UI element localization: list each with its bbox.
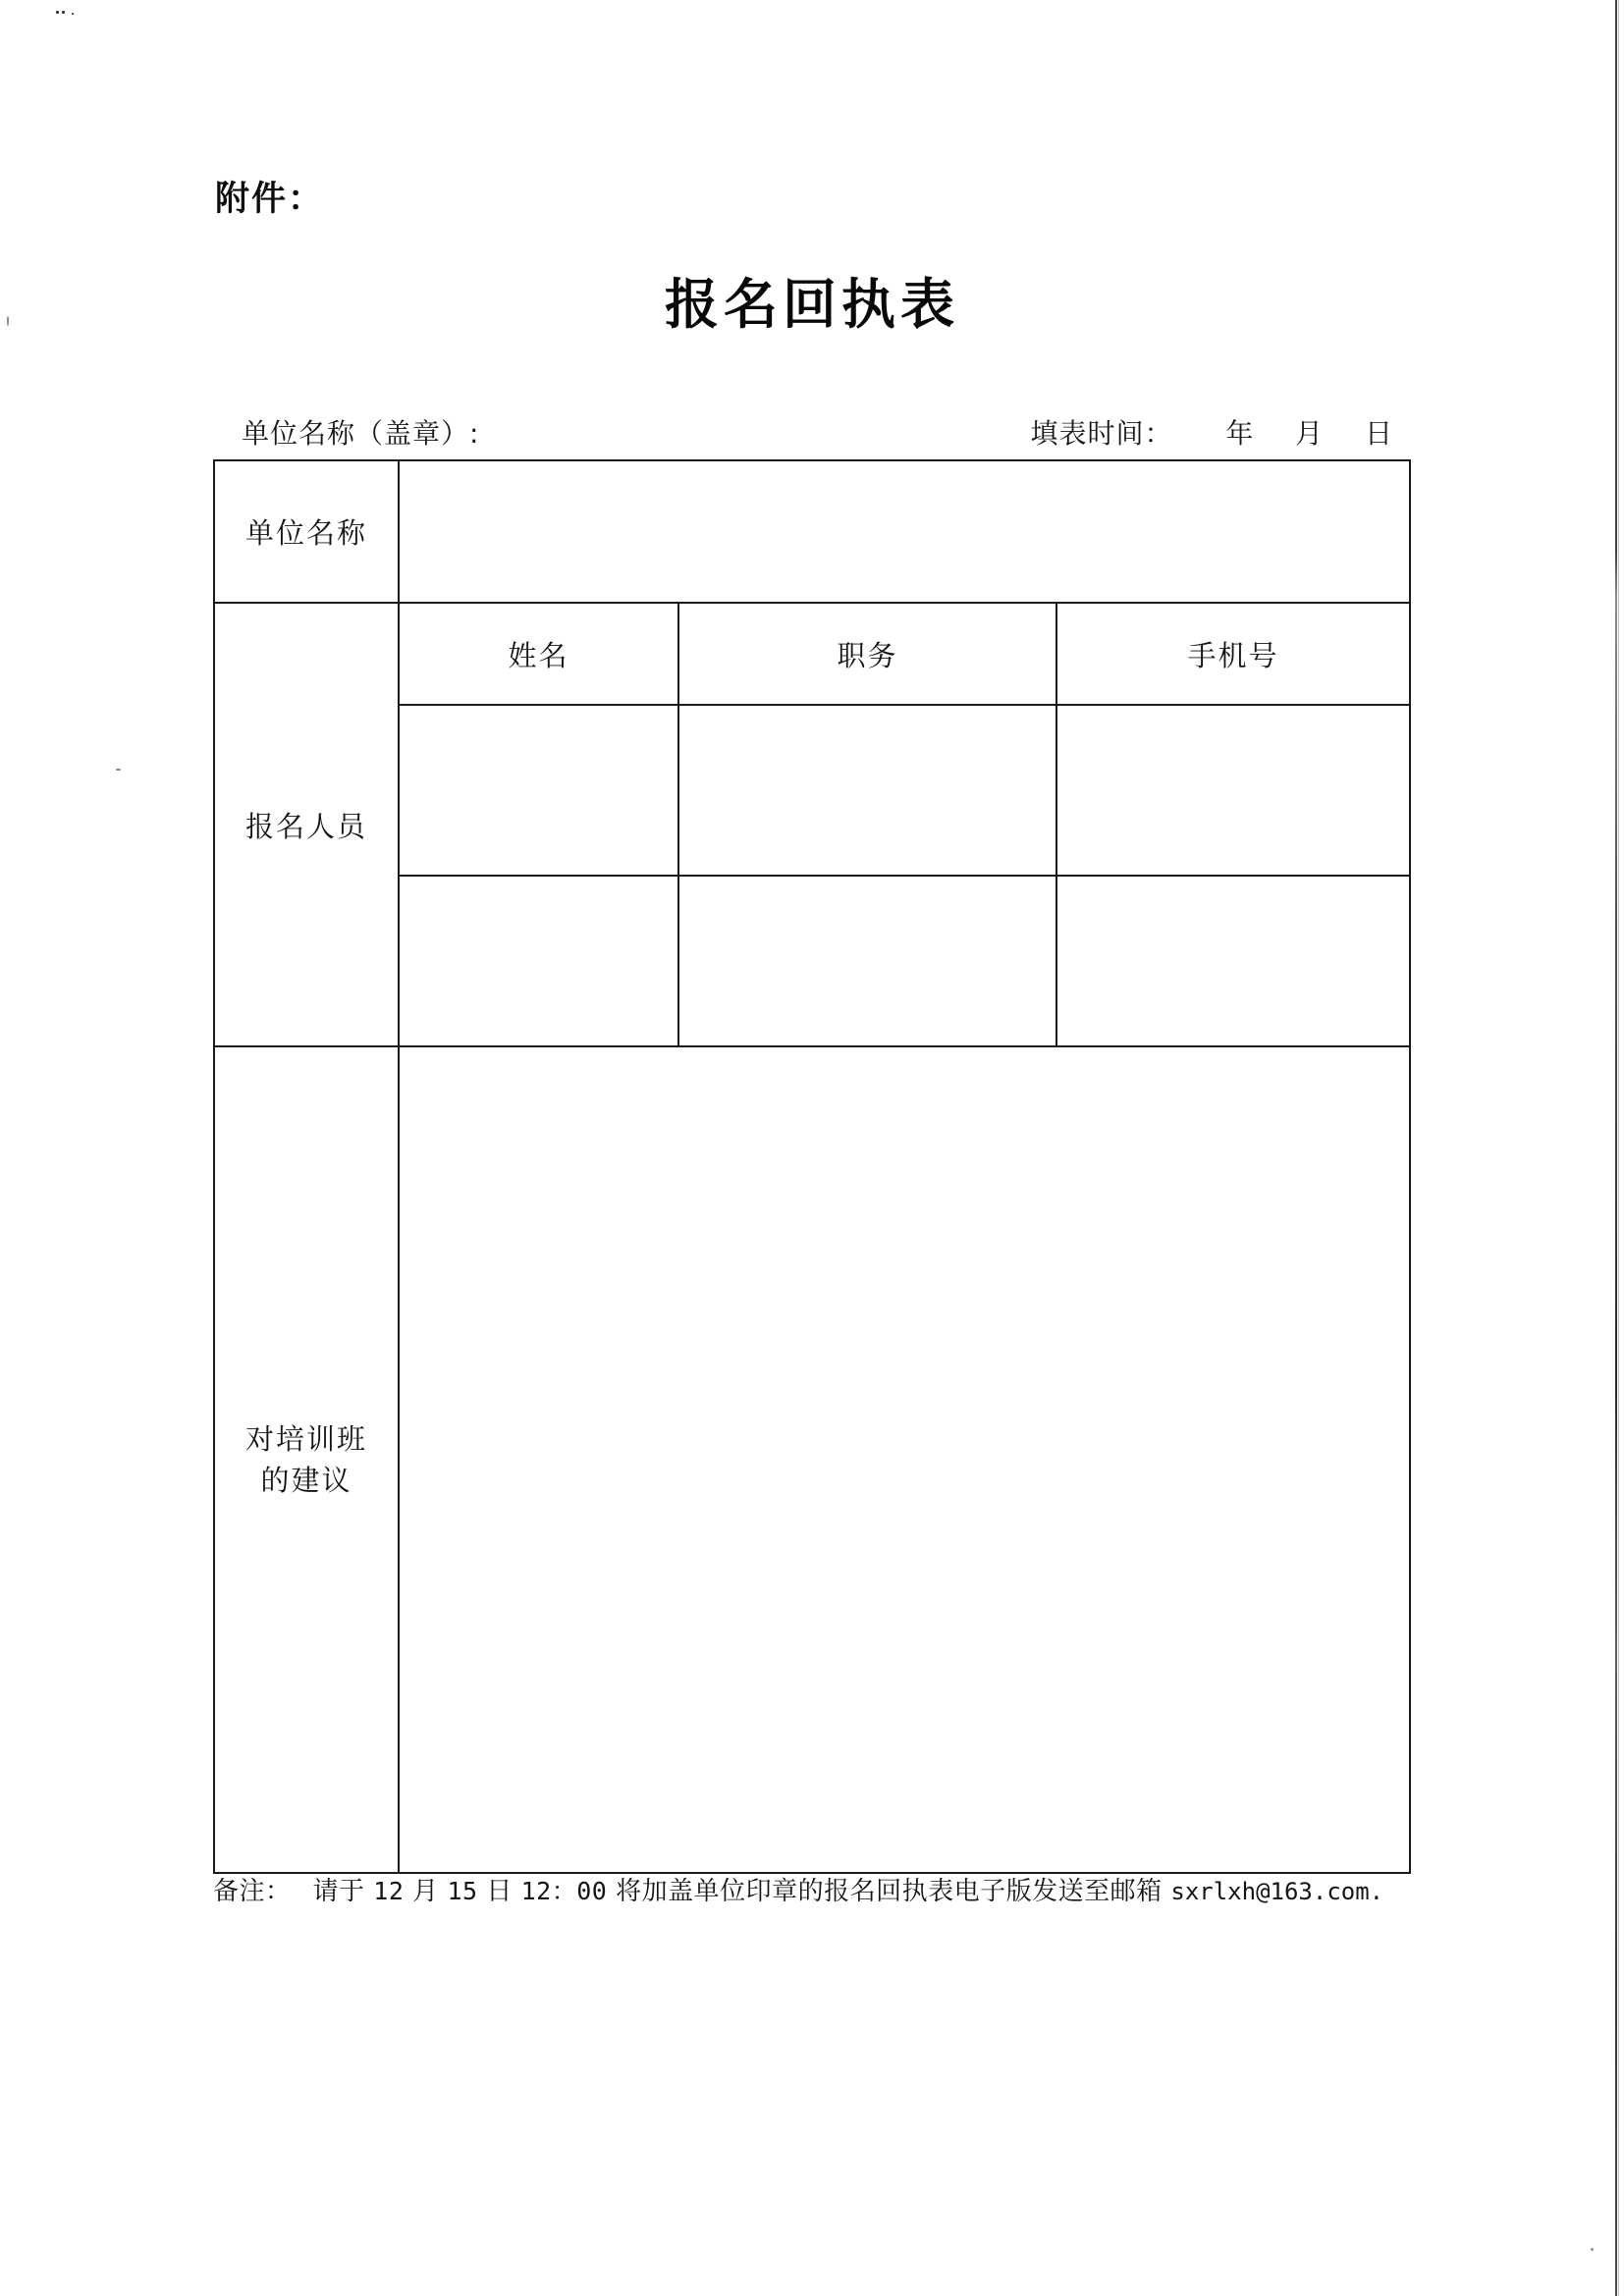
row-label-training-suggestions-line2: 的建议 xyxy=(260,1464,352,1497)
footnote-day-char: 日 xyxy=(486,1877,513,1906)
footnote-date-month: 12 xyxy=(373,1877,405,1905)
field-person-1-phone[interactable] xyxy=(1056,705,1410,876)
page-title: 报名回执表 xyxy=(664,272,959,336)
fill-time-group xyxy=(1031,412,1394,452)
footnote-time: 12：00 xyxy=(520,1877,608,1905)
registration-form-table xyxy=(213,459,1411,1874)
field-person-1-name[interactable] xyxy=(399,705,678,876)
day-label: 日 xyxy=(1364,417,1393,450)
footnote-date-day: 15 xyxy=(447,1877,478,1905)
fill-time-label: 填表时间： xyxy=(1030,417,1173,450)
table-row-suggestions xyxy=(214,1046,1410,1873)
field-unit-name-value[interactable] xyxy=(399,460,1410,603)
form-meta-row xyxy=(213,412,1413,452)
table-row-person-headers xyxy=(214,603,1410,705)
field-person-1-position[interactable] xyxy=(678,705,1056,876)
field-training-suggestions-value[interactable] xyxy=(399,1046,1410,1873)
year-label: 年 xyxy=(1225,417,1255,450)
row-label-registrants: 报名人员 xyxy=(214,603,399,1046)
row-label-unit-name: 单位名称 xyxy=(214,460,399,603)
attachment-label: 附件： xyxy=(215,179,325,219)
column-header-phone: 手机号 xyxy=(1056,603,1410,705)
field-person-2-phone[interactable] xyxy=(1056,876,1410,1046)
footnote-remark xyxy=(213,1871,1421,1907)
row-label-training-suggestions xyxy=(214,1046,399,1873)
month-label: 月 xyxy=(1295,417,1325,450)
footnote-label: 备注： xyxy=(213,1877,292,1906)
table-row-unit-name xyxy=(214,460,1410,603)
column-header-name: 姓名 xyxy=(399,603,678,705)
unit-name-seal-label: 单位名称（盖章）: xyxy=(242,417,480,450)
footnote-text-before-date: 请于 xyxy=(312,1877,365,1906)
footnote-email-address: sxrlxh@163.com. xyxy=(1170,1878,1384,1905)
row-label-training-suggestions-line1: 对培训班 xyxy=(244,1421,367,1456)
footnote-month-char: 月 xyxy=(412,1877,439,1906)
column-header-position: 职务 xyxy=(678,603,1056,705)
footnote-text-after-time: 将加盖单位印章的报名回执表电子版发送至邮箱 xyxy=(616,1877,1163,1906)
field-person-2-position[interactable] xyxy=(678,876,1056,1046)
field-person-2-name[interactable] xyxy=(399,876,678,1046)
